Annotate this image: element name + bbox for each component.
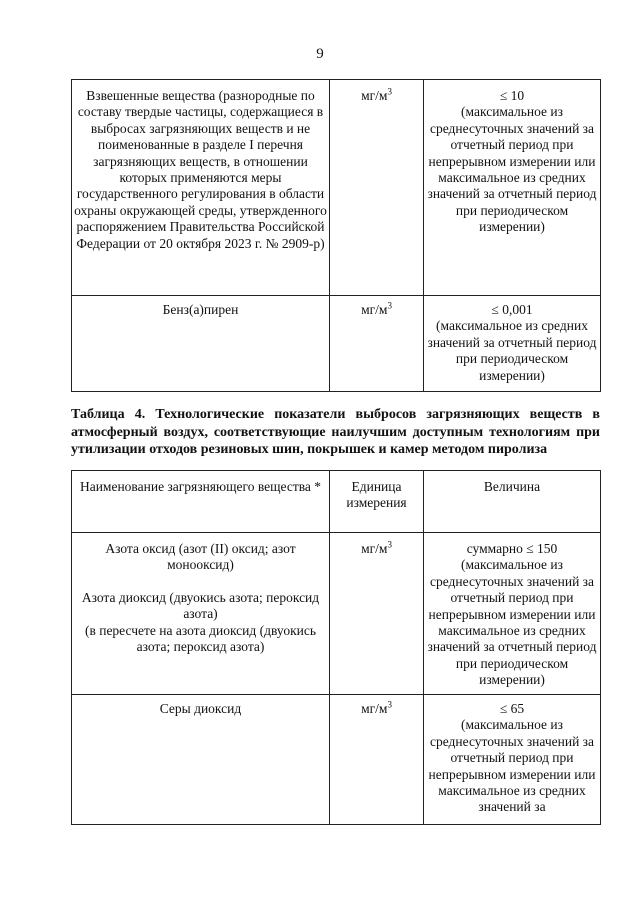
unit-superscript: 3: [387, 539, 392, 550]
table-row: [72, 80, 601, 296]
unit-cell: [330, 533, 424, 695]
value-cell: [424, 695, 601, 825]
table-row: [72, 296, 601, 392]
value-limit: ≤ 65: [499, 701, 525, 716]
unit-superscript: 3: [387, 300, 392, 311]
unit-text: мг/м: [361, 541, 388, 556]
emissions-table-4: [71, 470, 601, 825]
substance-line: Азота оксид (азот (II) оксид; азот монооксид): [105, 541, 296, 573]
substance-line: (в пересчете на азота диоксид (двуокись азота; пероксид азота): [84, 622, 317, 655]
value-cell: [424, 533, 601, 695]
unit-superscript: 3: [387, 86, 392, 97]
header-substance: Наименование загрязняющего вещества *: [72, 471, 330, 533]
table-header-row: [72, 471, 601, 533]
value-cell: [424, 80, 601, 296]
value-cell: [424, 296, 601, 392]
unit-cell: [330, 296, 424, 392]
unit-cell: [330, 695, 424, 825]
header-unit: Единица измерения: [330, 471, 424, 533]
value-note: (максимальное из среднесуточных значений за отчетный период при непрерывном измерении или максимальное из средних значений за отчетный период при периодическом измерении): [427, 104, 597, 235]
page-number: 9: [316, 46, 324, 62]
substance-cell: Взвешенные вещества (разнородные по составу твердые частицы, содержащиеся в выбросах загрязняющих веществ и не поименованные в разделе I перечня загрязняющих веществ, в отношении которых применяются меры государственного регулирования в области охраны окружающей среды, утвержденного распоряжением Правительства Российской Федерации от 20 октября 2023 г. № 2909-р): [72, 80, 330, 296]
value-limit: ≤ 0,001: [491, 302, 533, 317]
unit-text: мг/м: [361, 302, 388, 317]
unit-cell: [330, 80, 424, 296]
header-value: Величина: [424, 471, 601, 533]
table-row: [72, 533, 601, 695]
value-note: (максимальное из среднесуточных значений за отчетный период при непрерывном измерении или максимальное из средних значений за: [428, 717, 596, 815]
substance-cell: Серы диоксид: [72, 695, 330, 825]
table-row: [72, 695, 601, 825]
value-limit: ≤ 10: [499, 88, 525, 103]
emissions-table-continued: [71, 79, 601, 392]
substance-cell: Бенз(а)пирен: [72, 296, 330, 392]
value-note: (максимальное из средних значений за отчетный период при периодическом измерении): [427, 318, 597, 383]
value-limit: суммарно ≤ 150: [466, 541, 558, 556]
unit-text: мг/м: [361, 88, 388, 103]
unit-text: мг/м: [361, 701, 388, 716]
table-caption: Таблица 4. Технологические показатели выбросов загрязняющих веществ в атмосферный воздух, соответствующие наилучшим доступным технологиям при утилизации отходов резиновых шин, покрышек и камер методом пиролиза: [71, 407, 600, 457]
unit-superscript: 3: [387, 699, 392, 710]
value-note: (максимальное из среднесуточных значений за отчетный период при непрерывном измерении или максимальное из средних значений за отчетный период при периодическом измерении): [427, 557, 597, 688]
substance-cell: [72, 533, 330, 695]
substance-line: Азота диоксид (двуокись азота; пероксид азота): [81, 589, 320, 622]
